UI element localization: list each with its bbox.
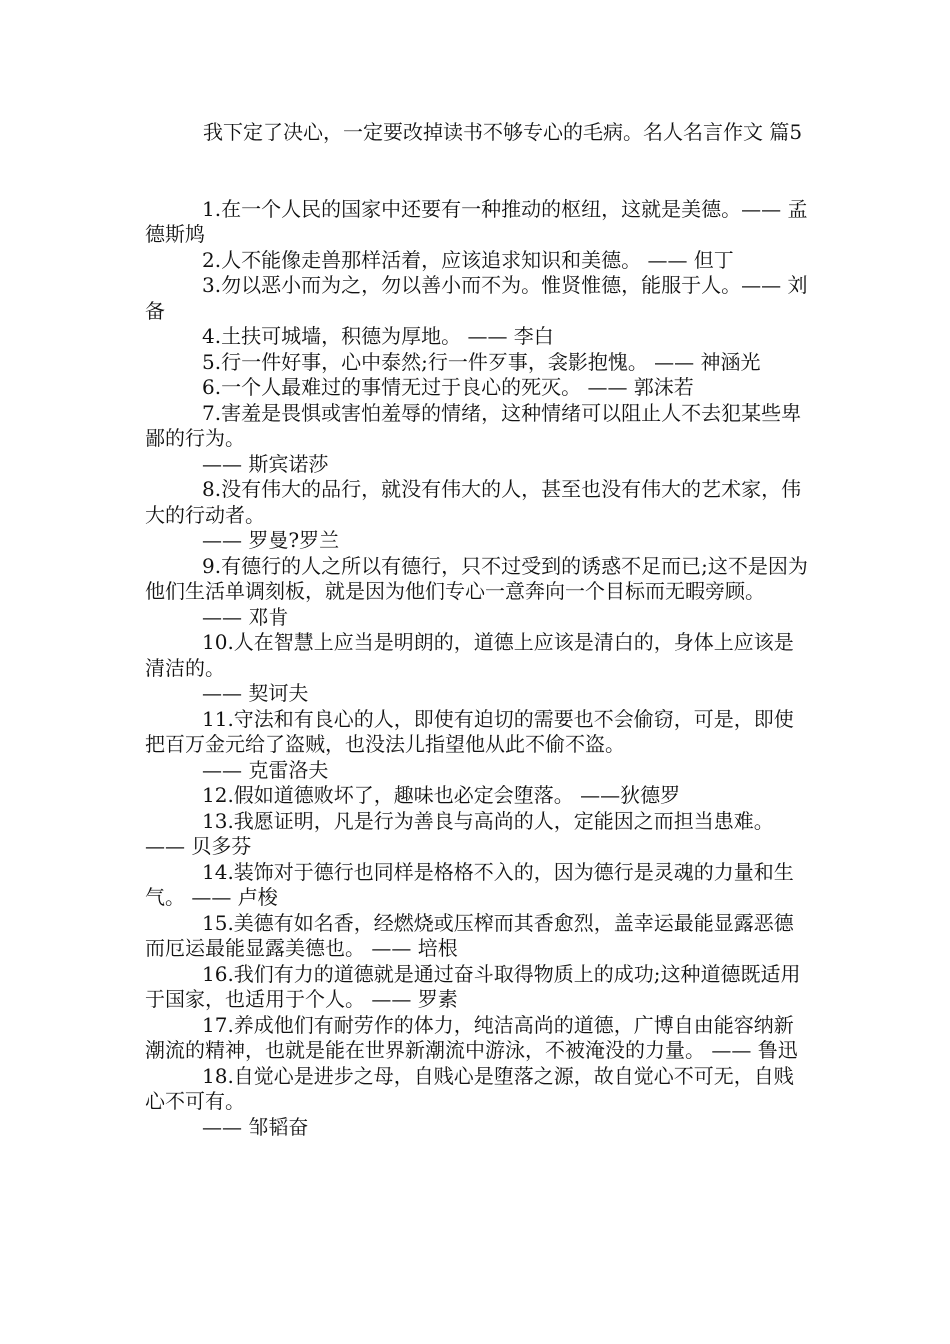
quote-author: —— 斯宾诺莎 [202, 451, 329, 476]
paragraph-gap [145, 146, 809, 197]
quote-item: 9.有德行的人之所以有德行，只不过受到的诱惑不足而已;这不是因为他们生活单调刻板，就是因为他们专心一意奔向一个目标而无暇旁顾。 [145, 553, 808, 603]
quote-author: —— 邹韬奋 [202, 1114, 309, 1139]
quote-item: 5.行一件好事，心中泰然;行一件歹事，衾影抱愧。 —— 神涵光 [202, 349, 761, 374]
quote-item: 11.守法和有良心的人，即使有迫切的需要也不会偷窃，可是，即使把百万金元给了盗贼，也没法儿指望他从此不偷不盗。 [145, 706, 794, 756]
quote-item: 4.土扶可城墙，积德为厚地。 —— 李白 [202, 324, 554, 348]
document-page [145, 120, 809, 1140]
quote-item: 13.我愿证明，凡是行为善良与高尚的人，定能因之而担当患难。 —— 贝多芬 [145, 808, 774, 858]
quote-item: 1.在一个人民的国家中还要有一种推动的枢纽，这就是美德。—— 孟德斯鸠 [145, 196, 808, 246]
quote-list [145, 197, 809, 1141]
quote-item: 16.我们有力的道德就是通过奋斗取得物质上的成功;这种道德既适用于国家，也适用于个人。 —— 罗素 [145, 961, 801, 1011]
quote-item: 2.人不能像走兽那样活着，应该追求知识和美德。 —— 但丁 [202, 247, 734, 272]
quote-item: 3.勿以恶小而为之，勿以善小而不为。惟贤惟德，能服于人。—— 刘备 [145, 273, 808, 323]
quote-author: —— 克雷洛夫 [202, 757, 329, 782]
quote-item: 6.一个人最难过的事情无过于良心的死灭。 —— 郭沫若 [202, 375, 694, 399]
quote-item: 7.害羞是畏惧或害怕羞辱的情绪，这种情绪可以阻止人不去犯某些卑鄙的行为。 [145, 400, 802, 450]
quote-item: 14.装饰对于德行也同样是格格不入的，因为德行是灵魂的力量和生气。 —— 卢梭 [145, 859, 794, 909]
quote-item: 8.没有伟大的品行，就没有伟大的人，甚至也没有伟大的艺术家，伟大的行动者。 [145, 477, 802, 527]
quote-author: —— 邓肯 [202, 604, 289, 629]
quote-item: 15.美德有如名香，经燃烧或压榨而其香愈烈，盖幸运最能显露恶德而厄运最能显露美德也。 —— 培根 [145, 910, 794, 960]
quote-item: 17.养成他们有耐劳作的体力，纯洁高尚的道德，广博自由能容纳新潮流的精神，也就是能在世界新潮流中游泳，不被淹没的力量。 —— 鲁迅 [145, 1012, 798, 1062]
quote-item: 12.假如道德败坏了，趣味也必定会堕落。 ——狄德罗 [202, 783, 681, 807]
intro-paragraph: 我下定了决心，一定要改掉读书不够专心的毛病。名人名言作文 篇5 [203, 120, 803, 144]
quote-item: 18.自觉心是进步之母，自贱心是堕落之源，故自觉心不可无，自贱心不可有。 [145, 1063, 794, 1113]
quote-author: —— 契诃夫 [202, 681, 309, 705]
quote-item: 10.人在智慧上应当是明朗的，道德上应该是清白的，身体上应该是清洁的。 [145, 630, 794, 680]
quote-author: —— 罗曼?罗兰 [202, 528, 340, 552]
